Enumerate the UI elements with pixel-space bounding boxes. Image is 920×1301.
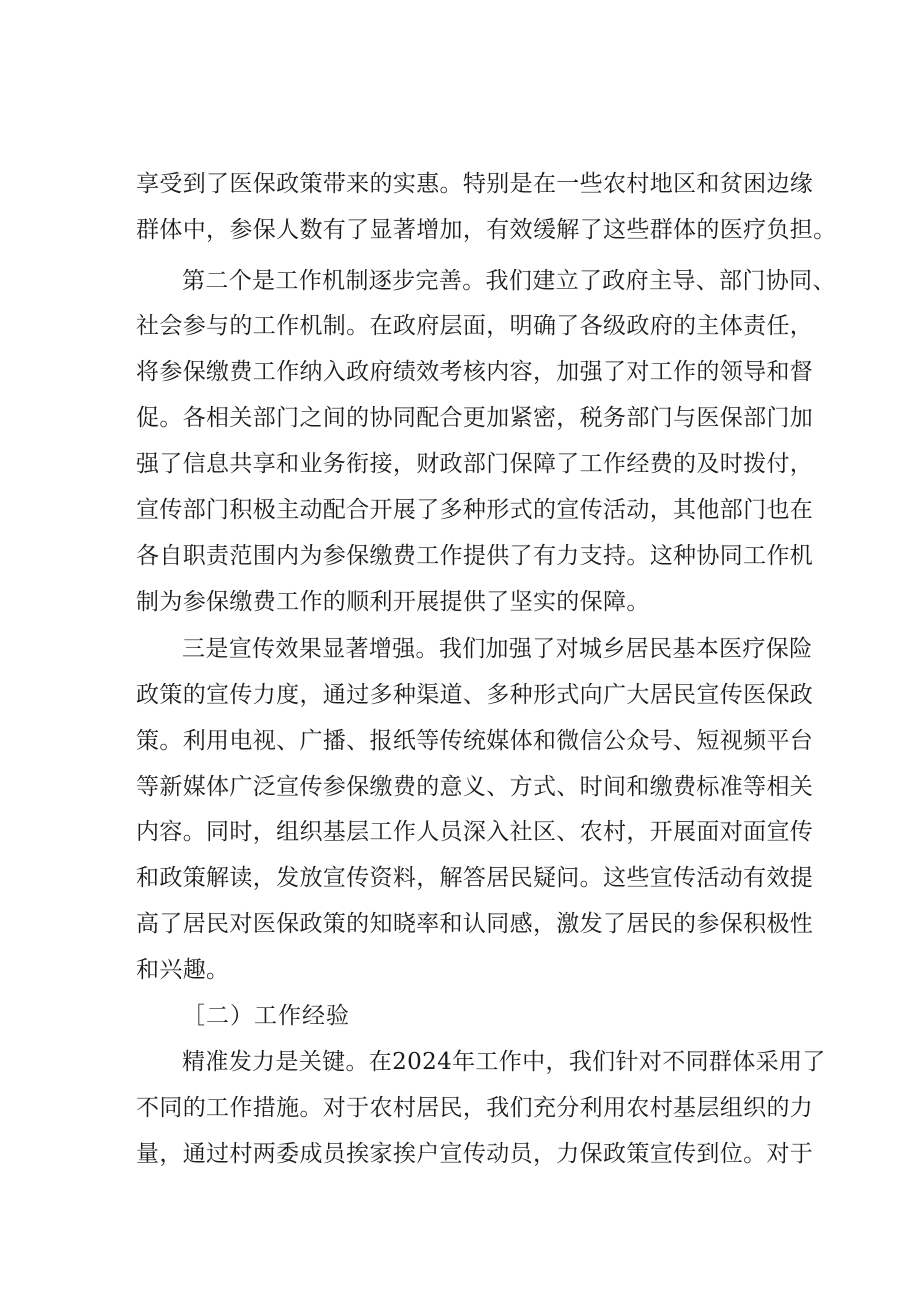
section-heading: ［二）工作经验	[182, 1003, 350, 1029]
paragraph-1-line-1: 享受到了医保政策带来的实惠。特别是在一些农村地区和贫困边缘	[136, 171, 814, 197]
paragraph-3-line-5: 内容。同时，组织基层工作人员深入社区、农村，开展面对面宣传	[136, 819, 814, 845]
paragraph-3-line-3: 策。利用电视、广播、报纸等传统媒体和微信公众号、短视频平台	[136, 728, 814, 754]
paragraph-2-line-3: 将参保缴费工作纳入政府绩效考核内容，加强了对工作的领导和督	[136, 359, 814, 385]
paragraph-2-line-1: 第二个是工作机制逐步完善。我们建立了政府主导、部门协同、	[182, 268, 836, 294]
paragraph-2-line-8: 制为参保缴费工作的顺利开展提供了坚实的保障。	[136, 589, 650, 615]
paragraph-2-line-5: 强了信息共享和业务衔接，财政部门保障了工作经费的及时拨付，	[136, 451, 814, 477]
paragraph-2-line-2: 社会参与的工作机制。在政府层面，明确了各级政府的主体责任，	[136, 313, 814, 339]
paragraph-1-line-2: 群体中，参保人数有了显著增加，有效缓解了这些群体的医疗负担。	[136, 217, 837, 243]
paragraph-3-line-8: 和兴趣。	[136, 957, 230, 983]
paragraph-2-line-6: 宣传部门积极主动配合开展了多种形式的宣传活动，其他部门也在	[136, 497, 814, 523]
paragraph-4-line-2: 不同的工作措施。对于农村居民，我们充分利用农村基层组织的力	[136, 1095, 814, 1121]
paragraph-3-line-1: 三是宣传效果显著增强。我们加强了对城乡居民基本医疗保险	[182, 636, 813, 662]
paragraph-3-line-2: 政策的宣传力度，通过多种渠道、多种形式向广大居民宣传医保政	[136, 682, 814, 708]
paragraph-4-line-1: 精准发力是关键。在2024年工作中，我们针对不同群体采用了	[182, 1049, 826, 1075]
paragraph-2-line-7: 各自职责范围内为参保缴费工作提供了有力支持。这种协同工作机	[136, 543, 814, 569]
paragraph-4-line-3: 量，通过村两委成员挨家挨户宣传动员，力保政策宣传到位。对于	[136, 1141, 814, 1167]
paragraph-3-line-4: 等新媒体广泛宣传参保缴费的意义、方式、时间和缴费标准等相关	[136, 774, 814, 800]
paragraph-3-line-6: 和政策解读，发放宣传资料，解答居民疑问。这些宣传活动有效提	[136, 865, 814, 891]
paragraph-2-line-4: 促。各相关部门之间的协同配合更加紧密，税务部门与医保部门加	[136, 405, 814, 431]
paragraph-3-line-7: 高了居民对医保政策的知晓率和认同感，激发了居民的参保积极性	[136, 911, 814, 937]
